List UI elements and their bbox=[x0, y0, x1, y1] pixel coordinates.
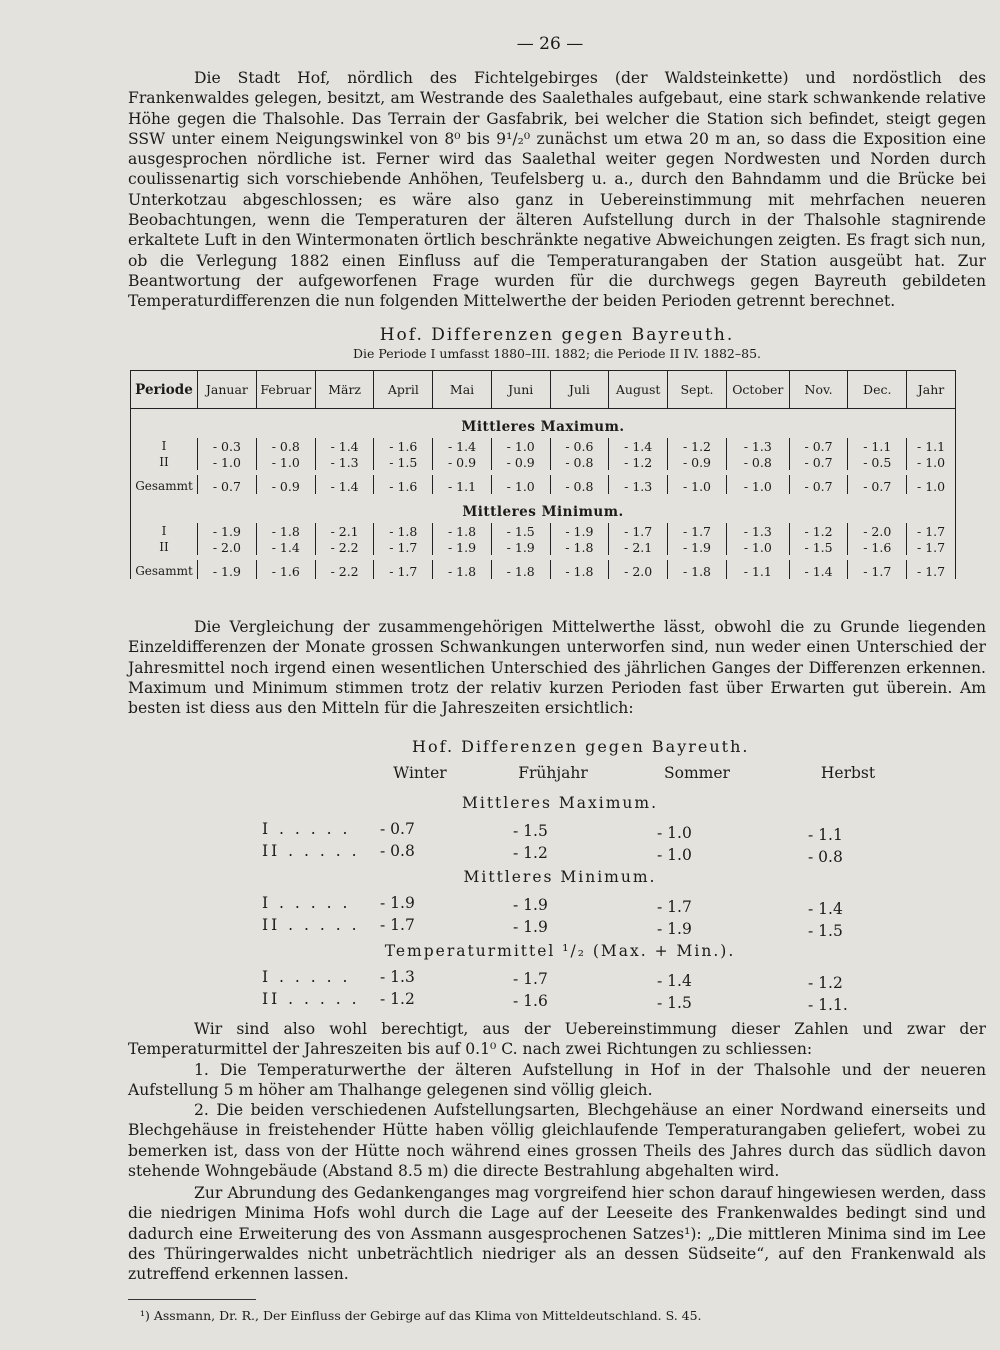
table-cell: - 1.9 bbox=[197, 560, 256, 579]
season-cell: - 1.1. bbox=[808, 996, 848, 1014]
season-cell: - 1.1 bbox=[808, 826, 843, 844]
table-cell: - 2.0 bbox=[197, 539, 256, 555]
table-cell: - 1.7 bbox=[907, 560, 956, 579]
table-cell: - 1.7 bbox=[374, 560, 433, 579]
table-cell: - 1.0 bbox=[726, 539, 789, 555]
page-number: — 26 — bbox=[516, 34, 584, 54]
table-cell: - 1.2 bbox=[668, 438, 727, 454]
row-label: I bbox=[161, 439, 167, 453]
header-cell: Juli bbox=[550, 371, 609, 409]
table-cell: - 0.6 bbox=[550, 438, 609, 454]
season-cell: - 1.5 bbox=[808, 922, 843, 940]
header-cell: Sept. bbox=[668, 371, 727, 409]
season-cell: - 1.9 bbox=[657, 920, 692, 938]
season-cell: - 1.9 bbox=[380, 894, 415, 912]
table1-header-row bbox=[131, 371, 956, 409]
row-label: II bbox=[159, 455, 169, 469]
table-cell: - 1.5 bbox=[374, 454, 433, 470]
table-cell: - 2.2 bbox=[315, 539, 374, 555]
season-header: Sommer bbox=[664, 764, 730, 782]
header-cell: Februar bbox=[256, 371, 315, 409]
conclusion-point-2: 2. Die beiden verschiedenen Aufstellungsarten, Blechgehäuse an einer Nordwand einerseits und Blechgehäuse in freistehender Hütte haben völlig gleichlaufende Temperaturangaben geliefert, wobei zu bemerken ist, dass von der Hütte noch während eines grossen Theils des Jahres durch das südlich davon stehende Wohngebäude (Abstand 8.5 m) die directe Bestrahlung abgehalten wird. bbox=[128, 1101, 986, 1180]
footnote-rule bbox=[128, 1299, 256, 1300]
table-cell: - 1.8 bbox=[433, 560, 492, 579]
section-label-maximum: Mittleres Maximum. bbox=[461, 419, 625, 435]
table-cell: - 2.1 bbox=[315, 523, 374, 539]
table-cell: - 1.2 bbox=[789, 523, 848, 539]
table-cell: - 1.0 bbox=[256, 454, 315, 470]
header-cell: August bbox=[609, 371, 668, 409]
header-cell: Mai bbox=[433, 371, 492, 409]
table-cell: - 1.3 bbox=[726, 438, 789, 454]
table-cell: - 1.5 bbox=[789, 539, 848, 555]
table-cell: - 1.0 bbox=[491, 438, 550, 454]
table-row bbox=[131, 539, 956, 555]
table-cell: - 1.7 bbox=[668, 523, 727, 539]
table-cell: - 0.7 bbox=[848, 475, 907, 494]
header-cell: Juni bbox=[491, 371, 550, 409]
season-section-label: Mittleres Maximum. bbox=[462, 794, 658, 812]
table-row bbox=[131, 560, 956, 579]
table-cell: - 0.8 bbox=[550, 454, 609, 470]
season-cell: - 1.3 bbox=[380, 968, 415, 986]
row-label: Gesammt bbox=[135, 564, 193, 578]
header-cell: Januar bbox=[197, 371, 256, 409]
table-cell: - 1.1 bbox=[848, 438, 907, 454]
season-header: Winter bbox=[393, 764, 447, 782]
season-cell: - 1.4 bbox=[808, 900, 843, 918]
table-cell: - 1.9 bbox=[491, 539, 550, 555]
table-cell: - 1.4 bbox=[609, 438, 668, 454]
header-cell: Nov. bbox=[789, 371, 848, 409]
table-cell: - 0.7 bbox=[789, 475, 848, 494]
table-cell: - 1.4 bbox=[315, 475, 374, 494]
conclusion-point-1: 1. Die Temperaturwerthe der älteren Aufstellung in Hof in der Thalsohle und der neueren Aufstellung 5 m höher am Thalhange gelegenen sind völlig gleich. bbox=[128, 1061, 986, 1100]
table-cell: - 1.6 bbox=[374, 475, 433, 494]
table-cell: - 0.3 bbox=[197, 438, 256, 454]
season-cell: - 1.2 bbox=[380, 990, 415, 1008]
season-cell: - 1.0 bbox=[657, 846, 692, 864]
table-cell: - 1.8 bbox=[550, 560, 609, 579]
table-row bbox=[131, 475, 956, 494]
table-cell: - 0.7 bbox=[789, 454, 848, 470]
table-cell: - 1.9 bbox=[668, 539, 727, 555]
table-cell: - 1.4 bbox=[256, 539, 315, 555]
table-cell: - 1.7 bbox=[907, 539, 956, 555]
header-cell: März bbox=[315, 371, 374, 409]
footnote: ¹) Assmann, Dr. R., Der Einfluss der Gebirge auf das Klima von Mitteldeutschland. S. 45. bbox=[140, 1308, 702, 1323]
intro-paragraph: Die Stadt Hof, nördlich des Fichtelgebirges (der Waldsteinkette) und nordöstlich des Frankenwaldes gelegen, besitzt, am Westrande des Saalethales aufgebaut, eine stark schwankende relative Höhe gegen die Thalsohle. Das Terrain der Gasfabrik, bei welcher die Station sich befindet, steigt gegen SSW unter einem Neigungswinkel von 8⁰ bis 9¹/₂⁰ zunächst um etwa 20 m an, so dass die Exposition eine ausgesprochen nördliche ist. Ferner wird das Saalethal weiter gegen Nordwesten und Norden durch coulissenartig sich vorschiebende Anhöhen, Teufelsberg u. a., durch den Bahndamm und die Brücke bei Unterkotzau abgeschlossen; es wäre also ganz in Uebereinstimmung mit mehrfachen neueren Beobachtungen, wenn die Temperaturen der älteren Aufstellung durch in der Thalsohle stagnirende erkaltete Luft in den Wintermonaten örtlich beschränkte negative Abweichungen zeigten. Es fragt sich nun, ob die Verlegung 1882 einen Einfluss auf die Temperaturangaben der Station ausgeübt hat. Zur Beantwortung der aufgeworfenen Frage wurden für die durchwegs gegen Bayreuth gebildeten Temperaturdifferenzen die nun folgenden Mittelwerthe der beiden Perioden getrennt berechnet. bbox=[128, 69, 986, 311]
season-header: Frühjahr bbox=[518, 764, 588, 782]
table-cell: - 1.0 bbox=[726, 475, 789, 494]
table1-title: Hof. Differenzen gegen Bayreuth. bbox=[379, 325, 735, 345]
season-row-label: I . . . . . bbox=[262, 968, 351, 986]
table-cell: - 2.0 bbox=[848, 523, 907, 539]
season-cell: - 0.8 bbox=[808, 848, 843, 866]
table-row bbox=[131, 454, 956, 470]
table-cell: - 1.3 bbox=[315, 454, 374, 470]
table-cell: - 1.8 bbox=[550, 539, 609, 555]
table-cell: - 1.8 bbox=[256, 523, 315, 539]
comparison-paragraph: Die Vergleichung der zusammengehörigen Mittelwerthe lässt, obwohl die zu Grunde liegenden Einzeldifferenzen der Monate grossen Schwankungen unterworfen sind, nun weder einen Unterschied der Jahresmittel noch irgend einen wesentlichen Unterschied des jährlichen Ganges der Differenzen erkennen. Maximum und Minimum stimmen trotz der relativ kurzen Perioden fast über Erwarten gut überein. Am besten ist diess aus den Mitteln für die Jahreszeiten ersichtlich: bbox=[128, 618, 986, 718]
season-row-label: II . . . . . bbox=[262, 990, 360, 1008]
table-cell: - 0.8 bbox=[256, 438, 315, 454]
section-label-minimum: Mittleres Minimum. bbox=[462, 504, 624, 520]
table-cell: - 0.7 bbox=[197, 475, 256, 494]
table-cell: - 1.3 bbox=[726, 523, 789, 539]
table-cell: - 1.7 bbox=[848, 560, 907, 579]
row-label: I bbox=[161, 524, 167, 538]
season-header: Herbst bbox=[820, 764, 876, 782]
season-cell: - 1.2 bbox=[808, 974, 843, 992]
table-cell: - 1.6 bbox=[256, 560, 315, 579]
table-cell: - 1.7 bbox=[609, 523, 668, 539]
table-cell: - 1.5 bbox=[491, 523, 550, 539]
table-cell: - 0.9 bbox=[668, 454, 727, 470]
table-cell: - 1.1 bbox=[907, 438, 956, 454]
table-cell: - 1.6 bbox=[374, 438, 433, 454]
section-label-minimum-row bbox=[131, 494, 956, 523]
table-row bbox=[131, 438, 956, 454]
season-row-label: I . . . . . bbox=[262, 820, 351, 838]
table-cell: - 1.2 bbox=[609, 454, 668, 470]
table-cell: - 0.9 bbox=[491, 454, 550, 470]
conclusion-paragraph: Wir sind also wohl berechtigt, aus der Uebereinstimmung dieser Zahlen und zwar der Temperaturmittel der Jahreszeiten bis auf 0.1⁰ C. nach zwei Richtungen zu schliessen: bbox=[128, 1020, 986, 1059]
table1-body bbox=[131, 409, 956, 580]
table-cell: - 1.0 bbox=[197, 454, 256, 470]
table-cell: - 1.0 bbox=[668, 475, 727, 494]
table-cell: - 1.4 bbox=[433, 438, 492, 454]
season-cell: - 1.7 bbox=[513, 970, 548, 988]
season-cell: - 0.8 bbox=[380, 842, 415, 860]
table-cell: - 1.1 bbox=[433, 475, 492, 494]
table-cell: - 1.0 bbox=[907, 475, 956, 494]
season-row-label: I . . . . . bbox=[262, 894, 351, 912]
row-label: Gesammt bbox=[135, 479, 193, 493]
table-cell: - 0.9 bbox=[433, 454, 492, 470]
header-cell: October bbox=[726, 371, 789, 409]
table-cell: - 1.4 bbox=[315, 438, 374, 454]
table-cell: - 1.8 bbox=[433, 523, 492, 539]
table-cell: - 1.8 bbox=[668, 560, 727, 579]
table-cell: - 1.9 bbox=[433, 539, 492, 555]
table-cell: - 2.0 bbox=[609, 560, 668, 579]
season-cell: - 1.5 bbox=[513, 822, 548, 840]
table-cell: - 1.8 bbox=[374, 523, 433, 539]
table1-subtitle: Die Periode I umfasst 1880–III. 1882; die Periode II IV. 1882–85. bbox=[352, 346, 762, 361]
table-cell: - 1.0 bbox=[907, 454, 956, 470]
table-cell: - 1.7 bbox=[374, 539, 433, 555]
season-cell: - 1.9 bbox=[513, 896, 548, 914]
header-cell: Jahr bbox=[907, 371, 956, 409]
table-cell: - 2.2 bbox=[315, 560, 374, 579]
table-cell: - 1.0 bbox=[491, 475, 550, 494]
monthly-differences-table bbox=[130, 370, 956, 579]
season-cell: - 1.4 bbox=[657, 972, 692, 990]
header-cell: Dec. bbox=[848, 371, 907, 409]
table-cell: - 1.7 bbox=[907, 523, 956, 539]
header-cell: April bbox=[374, 371, 433, 409]
season-section-label: Mittleres Minimum. bbox=[463, 868, 657, 886]
table-cell: - 0.5 bbox=[848, 454, 907, 470]
table-cell: - 1.1 bbox=[726, 560, 789, 579]
table-cell: - 1.9 bbox=[550, 523, 609, 539]
table-cell: - 0.8 bbox=[550, 475, 609, 494]
season-cell: - 1.7 bbox=[380, 916, 415, 934]
table-cell: - 1.4 bbox=[789, 560, 848, 579]
season-section-label: Temperaturmittel ¹/₂ (Max. + Min.). bbox=[384, 942, 736, 960]
table-cell: - 1.9 bbox=[197, 523, 256, 539]
season-cell: - 0.7 bbox=[380, 820, 415, 838]
closing-paragraph: Zur Abrundung des Gedankenganges mag vorgreifend hier schon darauf hingewiesen werden, dass die niedrigen Minima Hofs wohl durch die Lage auf der Leeseite des Frankenwaldes bedingt sind und dadurch eine Erweiterung des von Assmann ausgesprochenen Satzes¹): „Die mittleren Minima sind im Lee des Thüringerwaldes nicht unbeträchtlich niedriger als an dessen Südseite“, auf den Frankenwald als zutreffend erkennen lassen. bbox=[128, 1184, 986, 1284]
season-row-label: II . . . . . bbox=[262, 842, 360, 860]
row-label: II bbox=[159, 540, 169, 554]
season-cell: - 1.0 bbox=[657, 824, 692, 842]
table-cell: - 1.6 bbox=[848, 539, 907, 555]
table-cell: - 1.3 bbox=[609, 475, 668, 494]
season-row-label: II . . . . . bbox=[262, 916, 360, 934]
table2-title: Hof. Differenzen gegen Bayreuth. bbox=[412, 737, 750, 756]
table-row bbox=[131, 523, 956, 539]
table-cell: - 2.1 bbox=[609, 539, 668, 555]
season-cell: - 1.2 bbox=[513, 844, 548, 862]
table-cell: - 0.9 bbox=[256, 475, 315, 494]
header-cell: Periode bbox=[131, 371, 198, 409]
table-cell: - 1.8 bbox=[491, 560, 550, 579]
season-cell: - 1.9 bbox=[513, 918, 548, 936]
season-cell: - 1.5 bbox=[657, 994, 692, 1012]
season-cell: - 1.7 bbox=[657, 898, 692, 916]
season-cell: - 1.6 bbox=[513, 992, 548, 1010]
table-cell: - 0.8 bbox=[726, 454, 789, 470]
table-cell: - 0.7 bbox=[789, 438, 848, 454]
